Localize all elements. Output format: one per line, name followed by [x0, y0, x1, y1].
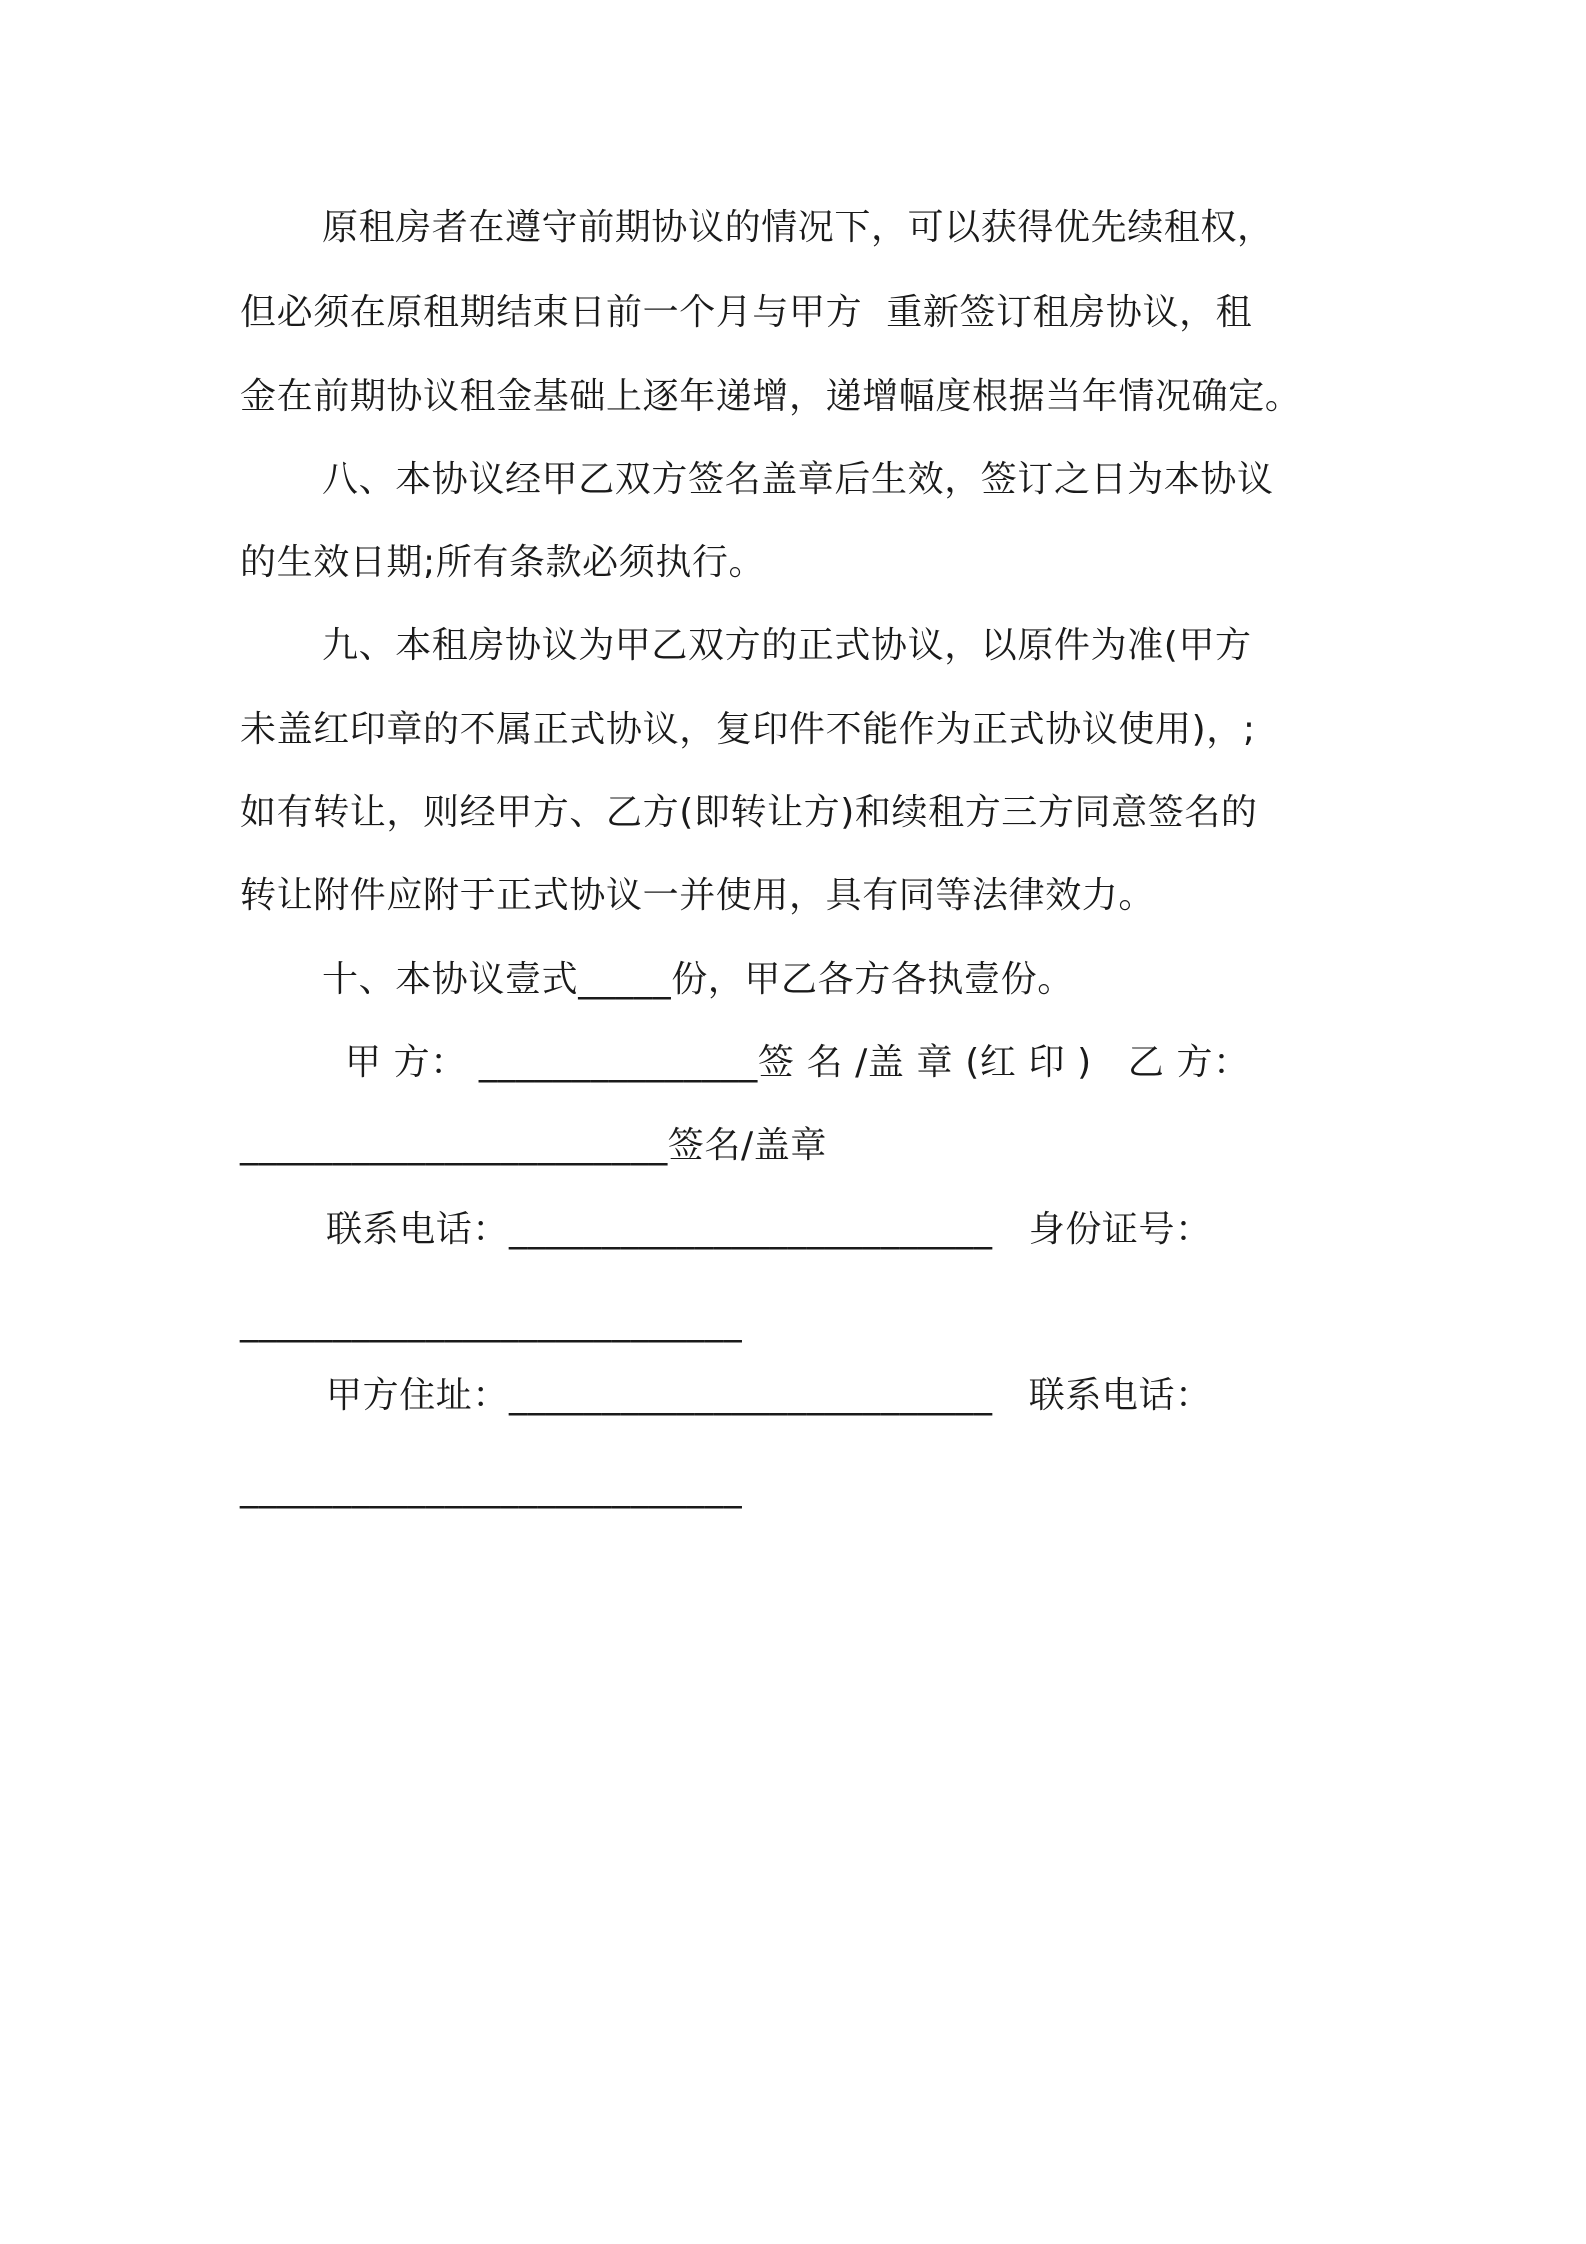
party-a-signature-line: 甲 方： _______________签 名 /盖 章 (红 印 ) 乙 方： [345, 1042, 1250, 1083]
clause-nine-line-4: 转让附件应附于正式协议一并使用，具有同等法律效力。 [240, 875, 1156, 916]
party-b-signature-line: _______________________签名/盖章 [240, 1125, 827, 1166]
id-number-blank: ___________________________ [240, 1302, 743, 1343]
address-phone-line: 甲方住址：__________________________ 联系电话： [326, 1375, 1212, 1416]
renewal-clause-line-2: 但必须在原租期结束日前一个月与甲方 重新签订租房协议，租 [240, 292, 1253, 333]
clause-ten-line-1: 十、本协议壹式_____份，甲乙各方各执壹份。 [322, 959, 1074, 1000]
clause-nine-line-3: 如有转让，则经甲方、乙方(即转让方)和续租方三方同意签名的 [240, 792, 1258, 833]
phone-number-blank: ___________________________ [240, 1468, 743, 1509]
renewal-clause-line-3: 金在前期协议租金基础上逐年递增，递增幅度根据当年情况确定。 [240, 376, 1302, 417]
clause-nine-line-2: 未盖红印章的不属正式协议，复印件不能作为正式协议使用)，; [240, 709, 1256, 750]
clause-eight-line-2: 的生效日期;所有条款必须执行。 [240, 542, 766, 583]
renewal-clause-line-1: 原租房者在遵守前期协议的情况下，可以获得优先续租权， [322, 207, 1274, 248]
clause-eight-line-1: 八、本协议经甲乙双方签名盖章后生效，签订之日为本协议 [322, 459, 1274, 500]
clause-nine-line-1: 九、本租房协议为甲乙双方的正式协议，以原件为准(甲方 [322, 625, 1252, 666]
phone-id-line: 联系电话：__________________________ 身份证号： [326, 1209, 1212, 1250]
